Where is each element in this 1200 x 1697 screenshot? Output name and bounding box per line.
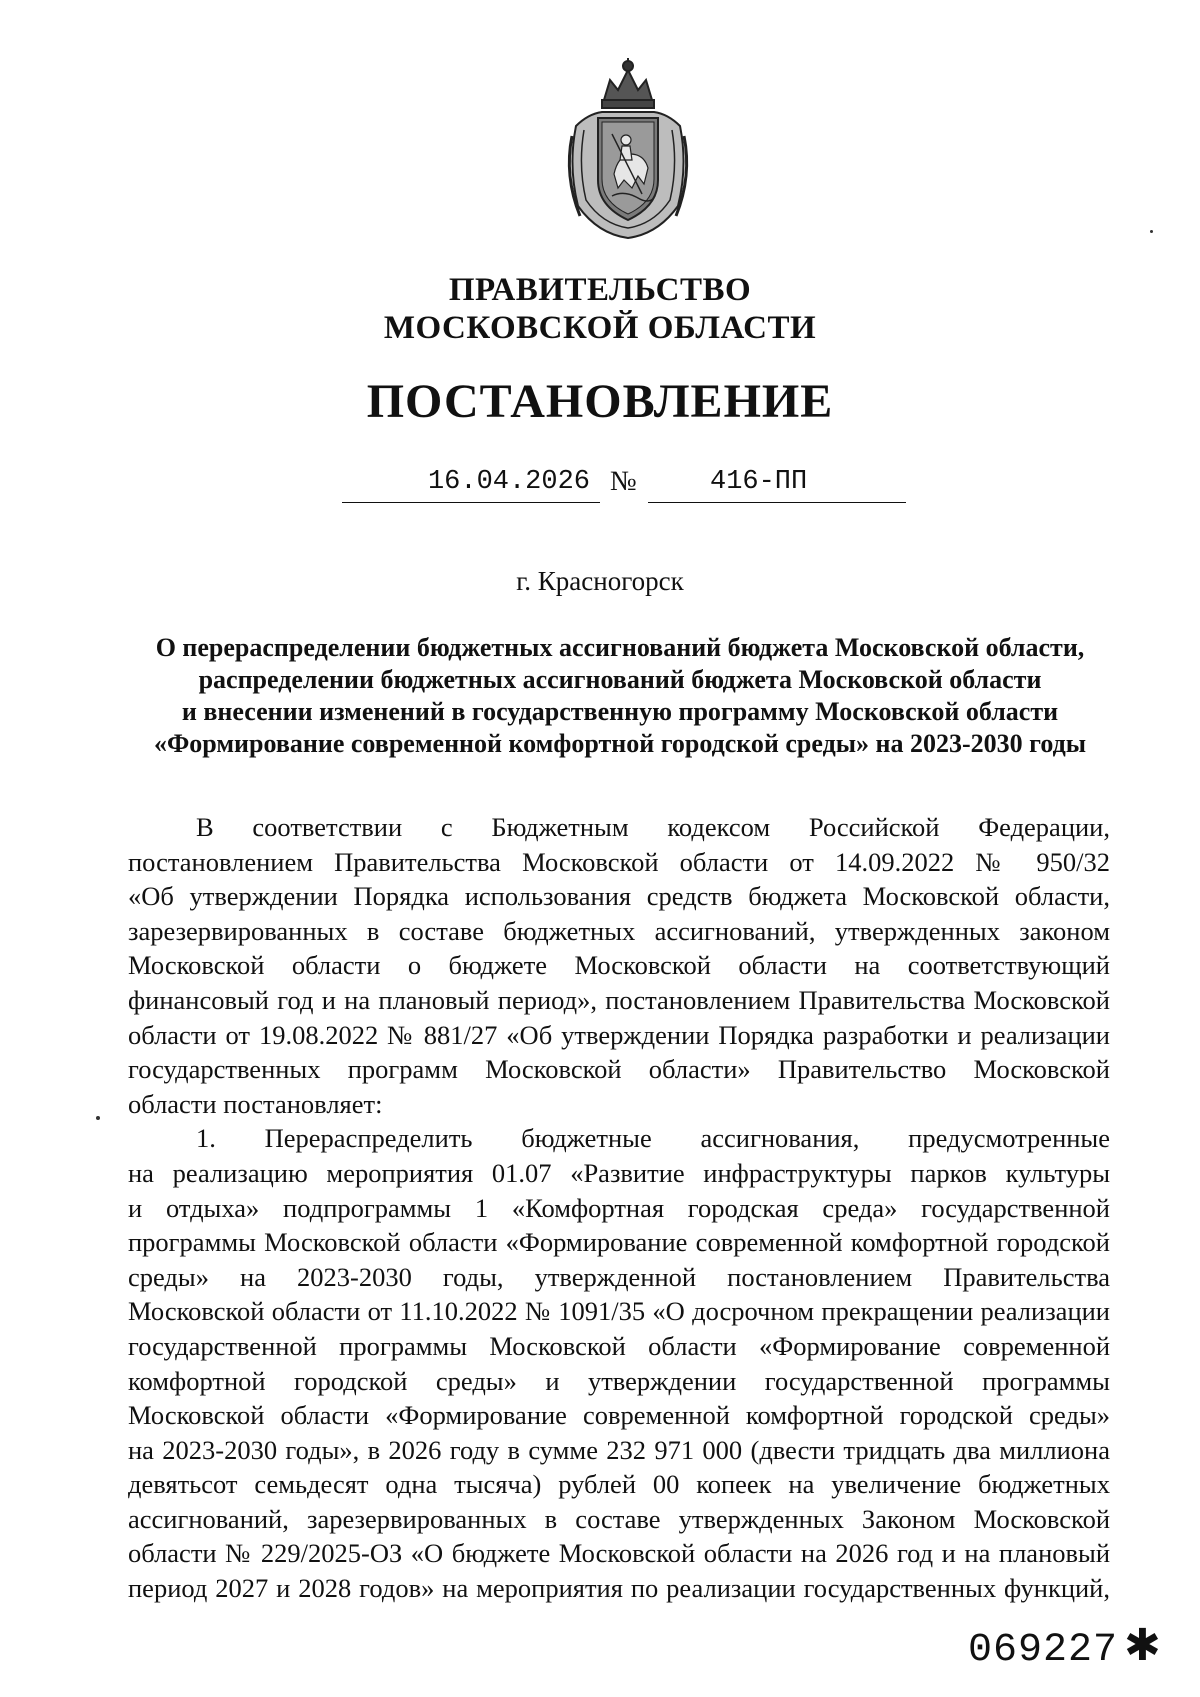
- document-number: 416-ПП: [710, 467, 808, 497]
- document-body: [128, 810, 1110, 1606]
- body-line: среды» на 2023-2030 годы, утвержденной постановлением Правительства: [128, 1261, 1110, 1292]
- number-field: [648, 462, 906, 503]
- body-line: ассигнований, зарезервированных в составе утвержденных Законом Московской: [128, 1503, 1110, 1534]
- body-line: на 2023-2030 годы», в 2026 году в сумме 232 971 000 (двести тридцать два миллиона: [128, 1434, 1110, 1465]
- title-line: О перераспределении бюджетных ассигнований бюджета Московской области,: [155, 633, 1085, 662]
- body-line: комфортной городской среды» и утверждении государственной программы: [128, 1365, 1110, 1396]
- serial-number-stamp: [968, 1620, 1162, 1673]
- moscow-oblast-coat-of-arms-emblem: [558, 56, 698, 240]
- body-line: финансовый год и на плановый период», постановлением Правительства Московской: [128, 984, 1110, 1015]
- body-line: на реализацию мероприятия 01.07 «Развитие инфраструктуры парков культуры: [128, 1157, 1110, 1188]
- body-line: государственных программ Московской области» Правительство Московской: [128, 1054, 1110, 1085]
- body-line: программы Московской области «Формирование современной комфортной городской: [128, 1227, 1110, 1258]
- body-line: Московской области «Формирование современной комфортной городской среды»: [128, 1400, 1110, 1431]
- title-line: и внесении изменений в государственную программу Московской области: [181, 697, 1059, 726]
- body-line: области постановляет:: [128, 1088, 383, 1119]
- title-line: распределении бюджетных ассигнований бюджета Московской области: [198, 665, 1042, 694]
- document-date: 16.04.2026: [427, 467, 590, 497]
- body-line: и отдыха» подпрограммы 1 «Комфортная городская среда» государственной: [128, 1192, 1110, 1223]
- document-title: [130, 632, 1110, 760]
- body-line: Московской области о бюджете Московской области на соответствующий: [128, 950, 1110, 981]
- organization-name-line-2: МОСКОВСКОЙ ОБЛАСТИ: [383, 310, 817, 346]
- body-line: период 2027 и 2028 годов» на мероприятия по реализации государственных функций,: [128, 1573, 1110, 1604]
- body-line: Московской области от 11.10.2022 № 1091/35 «О досрочном прекращении реализации: [128, 1296, 1110, 1327]
- body-line: области от 19.08.2022 № 881/27 «Об утверждении Порядка разработки и реализации: [128, 1019, 1110, 1050]
- number-sign: №: [610, 466, 637, 497]
- body-line: девятьсот семьдесят одна тысяча) рублей 00 копеек на увеличение бюджетных: [128, 1469, 1110, 1500]
- body-line: 1. Перераспределить бюджетные ассигнования, предусмотренные: [196, 1123, 1110, 1154]
- document-type-heading: ПОСТАНОВЛЕНИЕ: [366, 375, 834, 428]
- scan-speck: [1150, 230, 1153, 233]
- body-line: В соответствии с Бюджетным кодексом Российской Федерации,: [196, 812, 1110, 842]
- city-of-issue: г. Красногорск: [516, 566, 684, 596]
- date-number-line: [0, 462, 1200, 510]
- body-line: области № 229/2025-ОЗ «О бюджете Московской области на 2026 год и на плановый: [128, 1538, 1110, 1569]
- title-line: «Формирование современной комфортной городской среды» на 2023-2030 годы: [153, 729, 1087, 758]
- body-line: государственной программы Московской области «Формирование современной: [128, 1330, 1110, 1361]
- scan-speck: [96, 1116, 100, 1120]
- asterisk-icon: ✱: [1124, 1620, 1162, 1671]
- body-line: постановлением Правительства Московской области от 14.09.2022 № 950/32: [128, 846, 1110, 877]
- body-line: зарезервированных в составе бюджетных ассигнований, утвержденных законом: [128, 915, 1110, 946]
- date-field: [342, 462, 600, 503]
- organization-name-line-1: ПРАВИТЕЛЬСТВО: [448, 272, 752, 308]
- serial-number: 069227: [968, 1628, 1119, 1673]
- body-line: «Об утверждении Порядка использования средств бюджета Московской области,: [128, 881, 1110, 912]
